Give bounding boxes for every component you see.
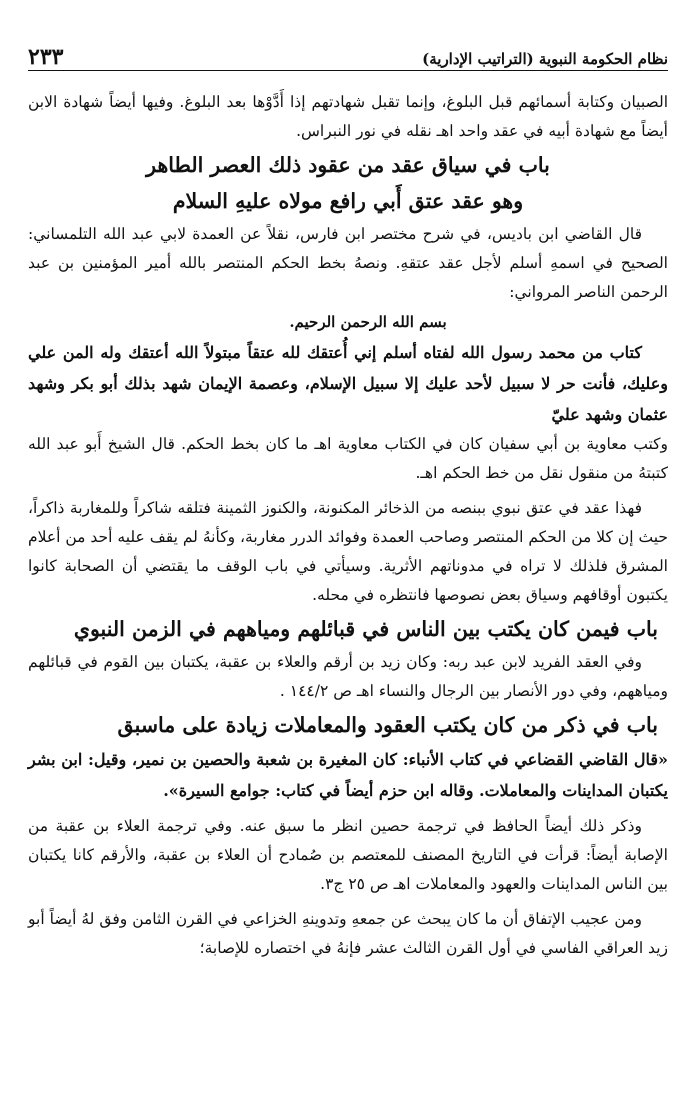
- paragraph: ومن عجيب الإتفاق أن ما كان يبحث عن جمعهِ وتدوينهِ الخزاعي في القرن الثامن وفق لهُ أيضاً أبو زيد العراقي الفاسي في أول القرن الثالث عشر فإنهُ في اختصاره للإصابة؛: [28, 910, 668, 957]
- section-heading: باب فيمن كان يكتب بين الناس في قبائلهم ومياههم في الزمن النبوي: [73, 617, 658, 641]
- paragraph: وذكر ذلك أيضاً الحافظ في ترجمة حصين انظر ما سبق عنه. وفي ترجمة العلاء بن عقبة من الإصابة أيضاً: قرأت في التاريخ المصنف للمعتصم بن صُمادح أن العلاء بن عقبة، والأرقم كانا يكتبان بين الناس المداينات والعهود والمعاملات اهـ ص ٢٥ ج٣.: [28, 817, 668, 893]
- page-number: ٢٣٣: [28, 44, 64, 70]
- running-title: نظام الحكومة النبوية (التراتيب الإدارية): [422, 50, 668, 68]
- paragraph: فهذا عقد في عتق نبوي ببنصه من الذخائر المكنونة، والكنوز الثمينة فتلقه شاكراً وللمغاربة ذاكراً، حيث إن كلا من الحكم المنتصر وصاحب العمدة وفوائد الدرر مغاربة، وكأنهُ لم يقف عليه أحد من أعلام المشرق فلذلك لا تراه في مدوناتهم الأثرية. وسيأتي في باب الوقف ما يقتضي أن الصحابة كانوا يكتبون أوقافهم وسياق بعض نصوصها فانتظره في محله.: [28, 499, 668, 604]
- page-header: [28, 36, 668, 71]
- quotation: «قال القاضي القضاعي في كتاب الأنباء: كان المغيرة بن شعبة والحصين بن نمير، وقيل: ابن بشر يكتبان المداينات والمعاملات. وقاله ابن حزم أيضاً في كتاب: جوامع السيرة».: [28, 750, 668, 800]
- page-body: [28, 88, 668, 963]
- section-subheading: وهو عقد عتق أَبي رافع مولاه عليهِ السلام: [172, 189, 524, 213]
- section-heading: باب في ذكر من كان يكتب العقود والمعاملات زيادة على ماسبق: [117, 713, 658, 737]
- basmala: بسم الله الرحمن الرحيم.: [289, 313, 447, 331]
- paragraph: الصبيان وكتابة أسمائهم قبل البلوغ، وإنما تقبل شهادتهم إذا أَدَّوْها بعد البلوغ. وفيها أيضاً شهادة الابن أيضاً مع شهادة أبيه في عقد واحد اهـ نقله في نور النبراس.: [28, 93, 668, 140]
- paragraph: قال القاضي ابن باديس، في شرح مختصر ابن فارس، نقلاً عن العمدة لابي عبد الله التلمساني: الصحيح في اسمهِ أسلم لأجل عقد عتقهِ. ونصهُ بخط الحكم المنتصر بالله أمير المؤمنين بن عبد الرحمن الناصر المرواني:: [28, 225, 668, 301]
- paragraph: وفي العقد الفريد لابن عبد ربه: وكان زيد بن أرقم والعلاء بن عقبة، يكتبان بين القوم في قبائلهم ومياههم، وفي دور الأنصار بين الرجال والنساء اهـ ص ١٤٤/٢ .: [28, 653, 668, 700]
- section-heading: باب في سياق عقد من عقود ذلك العصر الطاهر: [146, 153, 550, 177]
- quoted-document: كتاب من محمد رسول الله لفتاه أسلم إني أُعتقك لله عتقاً مبتولاً الله أعتقك وله المن علي وعليك، فأنت حر لا سبيل لأحد عليك إلا سبيل الإسلام، وعصمة الإيمان شهد بذلك أبو بكر وشهد عثمان وشهد عليّ: [28, 343, 668, 424]
- paragraph: وكتب معاوية بن أبي سفيان كان في الكتاب معاوية اهـ ما كان بخط الحكم. قال الشيخ أَبو عبد الله كتبتهُ من منقول نقل من خط الحكم اهـ.: [28, 435, 668, 482]
